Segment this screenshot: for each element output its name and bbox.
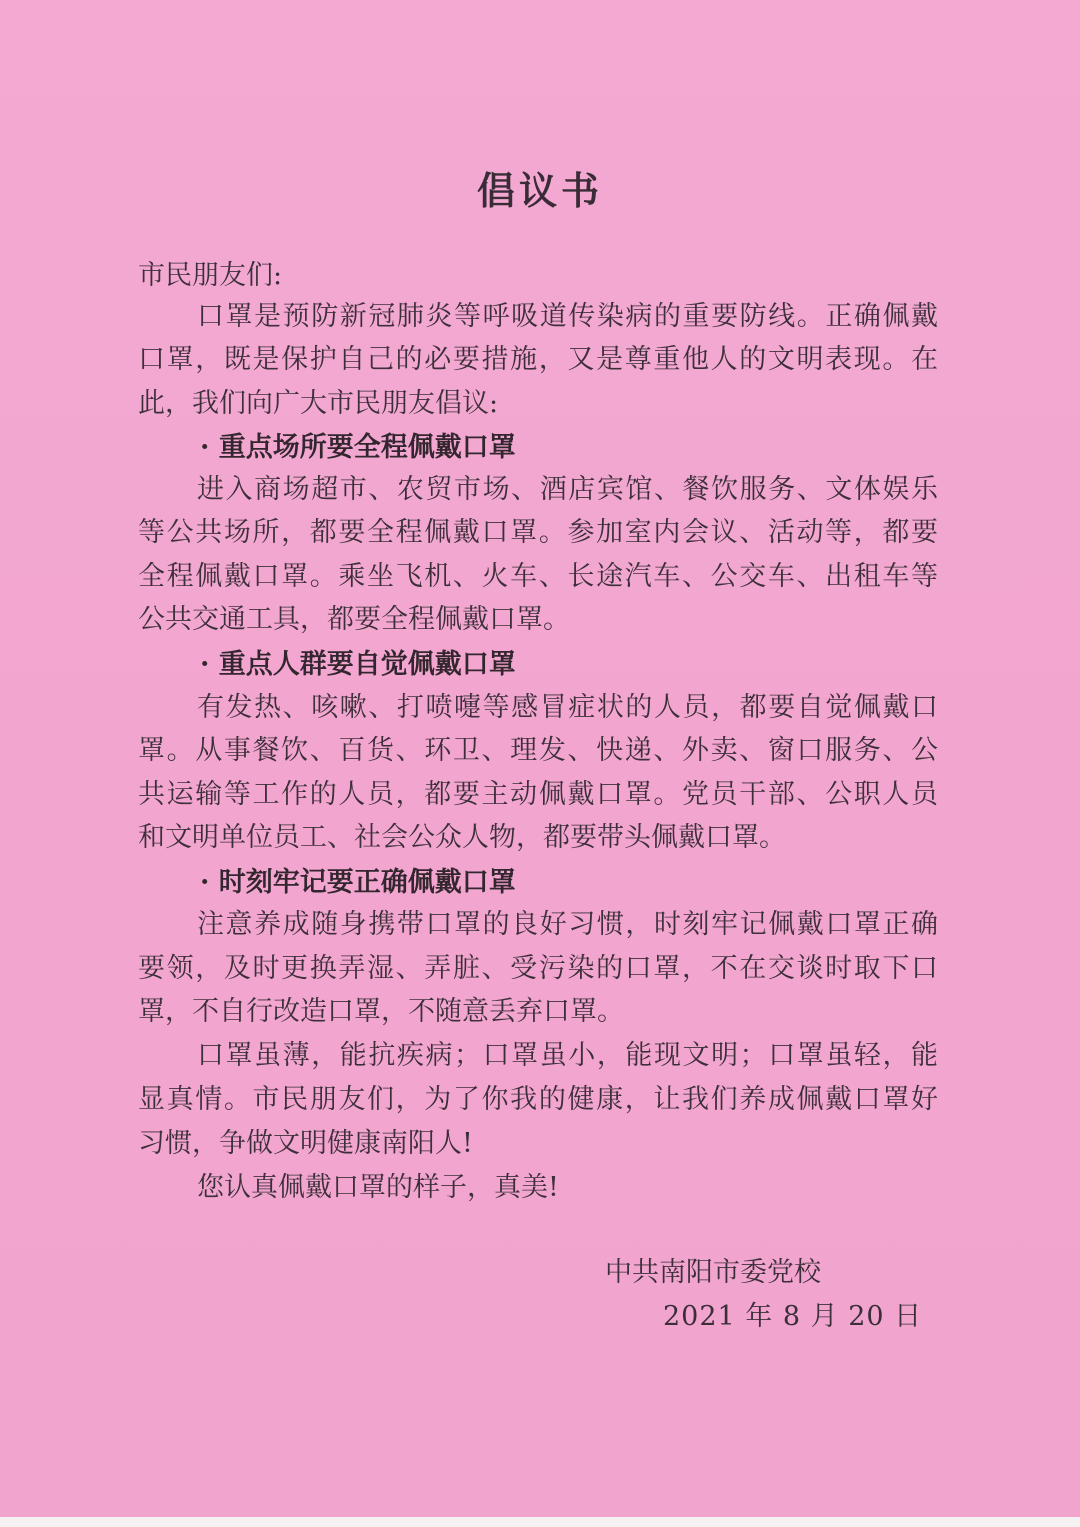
paragraph-line: 公共交通工具，都要全程佩戴口罩。 [138, 604, 570, 635]
paragraph-line: 等公共场所，都要全程佩戴口罩。参加室内会议、活动等，都要 [138, 517, 938, 548]
final-line: 您认真佩戴口罩的样子，真美! [197, 1172, 559, 1203]
paragraph-line: 罩。从事餐饮、百货、环卫、理发、快递、外卖、窗口服务、公 [138, 735, 938, 766]
paragraph-line: 和文明单位员工、社会公众人物，都要带头佩戴口罩。 [138, 822, 786, 853]
intro-line: 口罩，既是保护自己的必要措施，又是尊重他人的文明表现。在 [138, 344, 938, 375]
paragraph-line: 全程佩戴口罩。乘坐飞机、火车、长途汽车、公交车、出租车等 [138, 561, 938, 592]
section-heading: · 重点场所要全程佩戴口罩 [200, 432, 516, 463]
paragraph-line: 共运输等工作的人员，都要主动佩戴口罩。党员干部、公职人员 [138, 779, 938, 810]
greeting: 市民朋友们: [138, 260, 283, 291]
closing-line: 显真情。市民朋友们，为了你我的健康，让我们养成佩戴口罩好 [138, 1084, 938, 1115]
page-bottom-edge [0, 1517, 1080, 1527]
closing-line: 口罩虽薄，能抗疾病；口罩虽小，能现文明；口罩虽轻，能 [197, 1040, 938, 1071]
section-heading: · 重点人群要自觉佩戴口罩 [200, 649, 516, 680]
paragraph-line: 有发热、咳嗽、打喷嚏等感冒症状的人员，都要自觉佩戴口 [197, 692, 938, 723]
paragraph-line: 注意养成随身携带口罩的良好习惯，时刻牢记佩戴口罩正确 [197, 909, 938, 940]
date: 2021 年 8 月 20 日 [663, 1301, 923, 1332]
section-heading: · 时刻牢记要正确佩戴口罩 [200, 867, 516, 898]
paragraph-line: 罩，不自行改造口罩，不随意丢弃口罩。 [138, 996, 624, 1027]
paragraph-line: 进入商场超市、农贸市场、酒店宾馆、餐饮服务、文体娱乐 [197, 474, 938, 505]
document-title: 倡议书 [476, 168, 603, 213]
paragraph-line: 要领，及时更换弄湿、弄脏、受污染的口罩，不在交谈时取下口 [138, 953, 938, 984]
intro-line: 口罩是预防新冠肺炎等呼吸道传染病的重要防线。正确佩戴 [197, 301, 938, 332]
closing-line: 习惯，争做文明健康南阳人! [138, 1128, 473, 1159]
intro-line: 此，我们向广大市民朋友倡议: [138, 388, 499, 419]
signature: 中共南阳市委党校 [605, 1257, 821, 1288]
